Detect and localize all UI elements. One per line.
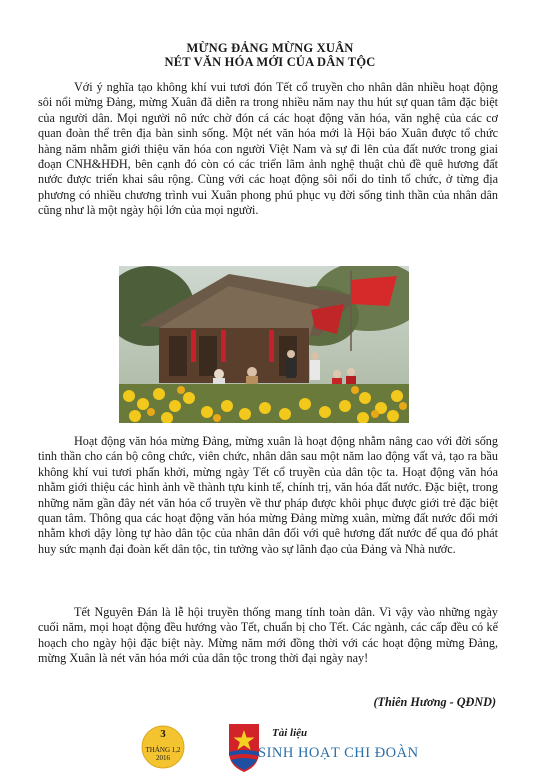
paragraph-3: Tết Nguyên Đán là lễ hội truyền thống mang tính toàn dân. Vì vậy vào những ngày cuối năm, mọi hoạt động đều hướng vào Tết, chuẩn bị cho Tết. Các ngành, các cấp đều có kế hoạch cho ngày hội đặc biệt này. Mừng năm mới đồng thời với các hoạt động mừng Đảng, mừng Xuân là nét văn hóa mới của dân tộc trong thời đại ngày nay! <box>38 605 498 666</box>
footer-document-label: Tài liệu <box>272 727 308 739</box>
footer-publication-title: SINH HOẠT CHI ĐOÀN <box>258 745 419 761</box>
paragraph-2: Hoạt động văn hóa mừng Đảng, mừng xuân là hoạt động nhằm nâng cao với đời sống tinh thần cho cán bộ công chức, viên chức, nhân dân sau một năm lao động vất vả, tạo ra bầu không khí vui tươi phấn khởi, mừng ngày Tết cổ truyền của dân tộc ta. Hoạt động văn hóa nhằm giới thiệu các hình ảnh về thành tựu kinh tế, chính trị, văn hóa đất nước. Đặc biệt, trong những năm gần đây nét văn hóa cổ truyền về thư pháp được khôi phục được giới trẻ đặc biệt quan tâm. Thông qua các hoạt động văn hóa mừng Đảng mừng xuân, mừng đất nước đổi mới nhằm khơi dậy lòng tự hào dân tộc của nhân dân đối với quê hương đất nước để qua đó phát huy sức mạnh đại đoàn kết dân tộc, tin tưởng vào sự lãnh đạo của Đảng và Nhà nước. <box>38 434 498 556</box>
issue-date-line-2: 2016 <box>156 754 170 762</box>
article-title-line-1: MỪNG ĐẢNG MỪNG XUÂN <box>186 41 354 55</box>
page-number-badge <box>140 722 186 772</box>
page-number: 3 <box>160 728 166 740</box>
issue-date <box>140 746 186 762</box>
paragraph-1: Với ý nghĩa tạo không khí vui tươi đón Tết cổ truyền cho nhân dân nhiều hoạt động sôi nổi mừng Đảng, mừng Xuân đã diễn ra trong nhiều năm nay thu hút sự quan tâm đặc biệt của người dân. Mọi người nô nức chờ đón cá các hoạt động văn hóa, văn nghệ của các cơ quan đoàn thể trên địa bàn sinh sống. Một nét văn hóa mới là Hội báo Xuân được tổ chức hàng năm nhằm giới thiệu văn hóa con người Việt Nam và sự đi lên của đất nước trong giai đoạn CNH&HĐH, bên cạnh đó còn có các triển lãm ảnh nghệ thuật chủ đề quê hương đất nước được triển khai sâu rộng. Cùng với các hoạt động sôi nổi do tỉnh tổ chức, ở từng địa phương có nhiều chương trình vui Xuân phong phú phục vụ đời sống tinh thần của nhân dân cũng như là một ngày hội lớn của mọi người. <box>38 80 498 218</box>
issue-date-line-1: THÁNG 1,2 <box>145 746 181 754</box>
article-title-line-2: NÉT VĂN HÓA MỚI CỦA DÂN TỘC <box>164 55 376 69</box>
festival-photo <box>119 266 409 423</box>
author-credit: (Thiên Hương - QĐND) <box>373 695 496 709</box>
